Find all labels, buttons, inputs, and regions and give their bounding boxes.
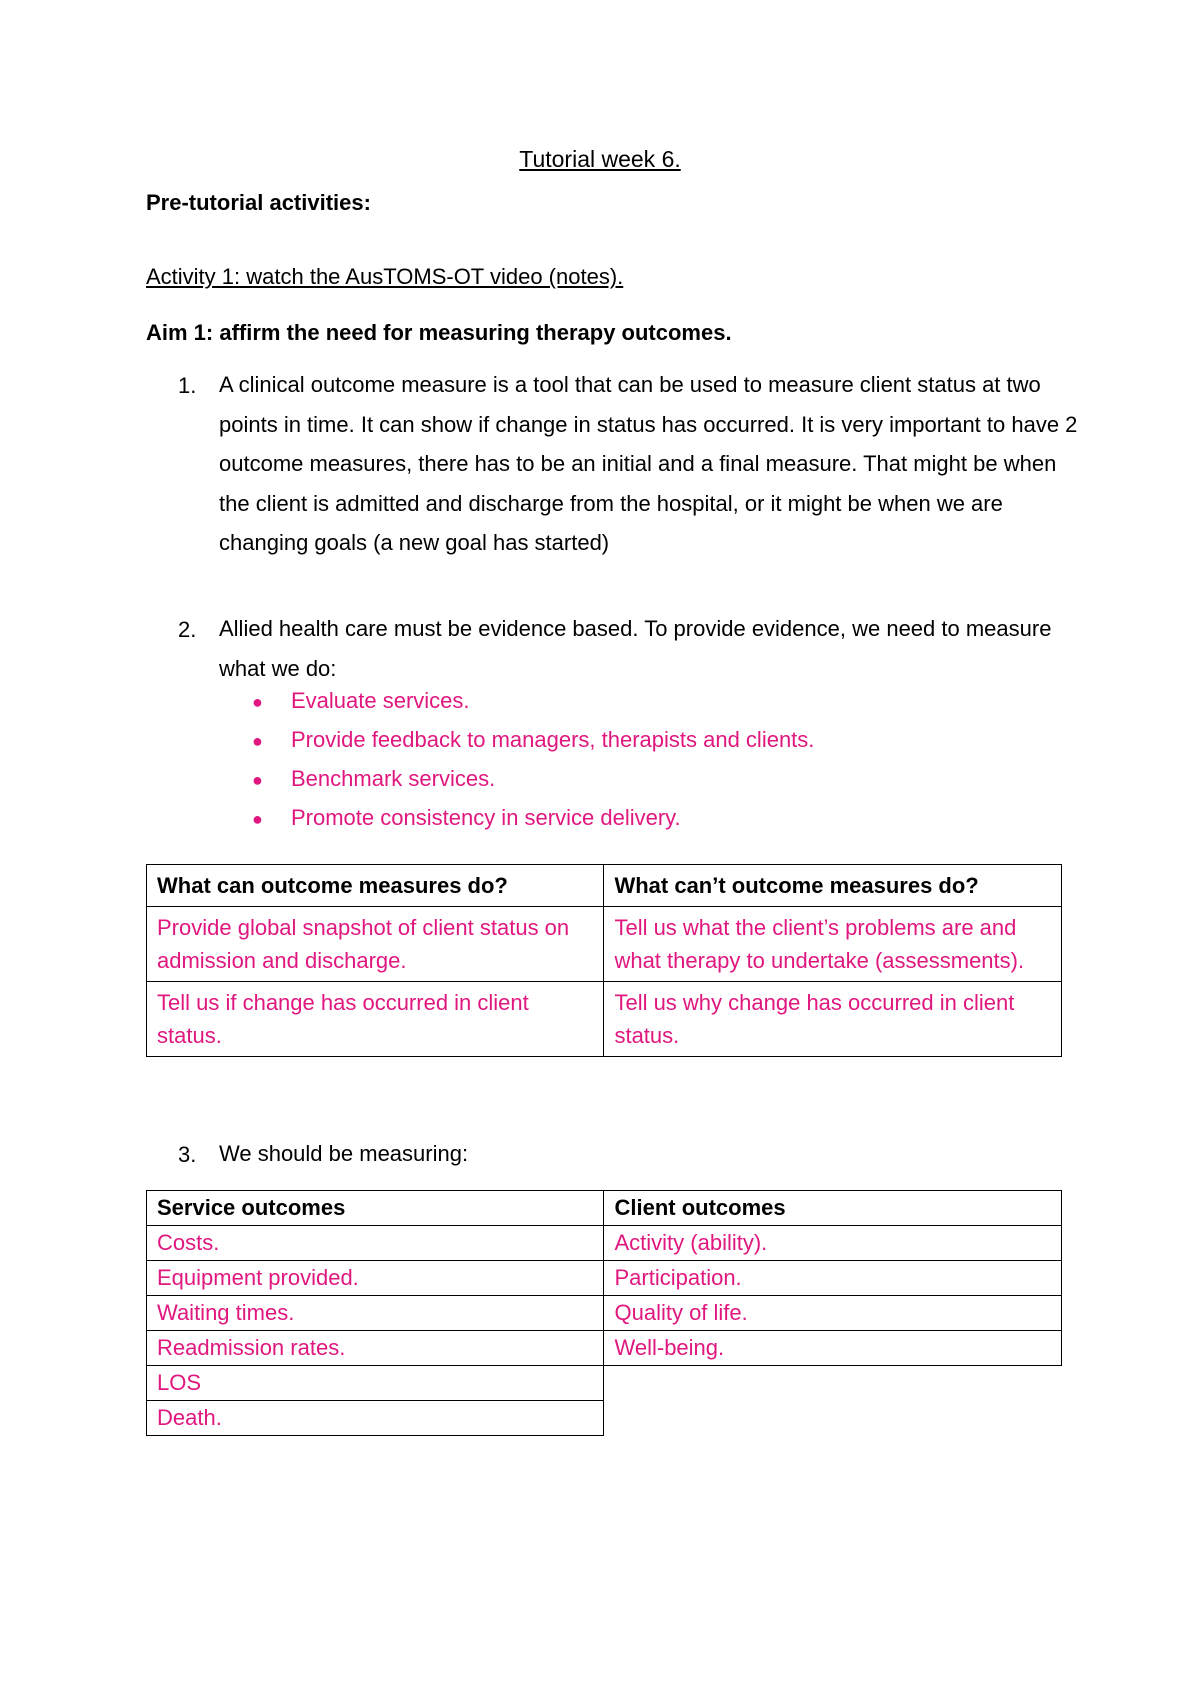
list-item-text: We should be measuring:	[219, 1141, 469, 1166]
table-cell: Tell us why change has occurred in client status.	[604, 982, 1062, 1057]
bullet-icon: ●	[252, 770, 263, 790]
table-header-can: What can outcome measures do?	[147, 865, 604, 907]
table-header-service: Service outcomes	[147, 1191, 604, 1226]
table-row	[147, 1261, 1062, 1296]
list-number: 2.	[178, 617, 197, 642]
bullet-icon: ●	[252, 809, 263, 829]
table-cell: Quality of life.	[604, 1296, 1062, 1331]
bullet-item	[0, 727, 1200, 766]
table-row	[147, 1401, 1062, 1436]
table-cell: Equipment provided.	[147, 1261, 604, 1296]
bullet-text: Evaluate services.	[291, 688, 470, 713]
bullet-item	[0, 766, 1200, 805]
table-header-client: Client outcomes	[604, 1191, 1062, 1226]
bullet-text: Benchmark services.	[291, 766, 496, 791]
table-row	[147, 907, 1062, 982]
table-row	[147, 1296, 1062, 1331]
list-number: 1.	[178, 373, 197, 398]
table-cell: Tell us if change has occurred in client status.	[147, 982, 604, 1057]
outcome-measures-table	[146, 864, 1062, 1057]
table-header-row	[147, 1191, 1062, 1226]
table-cell: Costs.	[147, 1226, 604, 1261]
bullet-icon: ●	[252, 731, 263, 751]
pre-tutorial-heading: Pre-tutorial activities:	[146, 190, 371, 215]
table-cell: Participation.	[604, 1261, 1062, 1296]
table-cell: Tell us what the client’s problems are and what therapy to undertake (assessments).	[604, 907, 1062, 982]
table-cell: Waiting times.	[147, 1296, 604, 1331]
bullet-item	[0, 805, 1200, 844]
bullet-icon: ●	[252, 692, 263, 712]
aim-heading: Aim 1: affirm the need for measuring therapy outcomes.	[146, 320, 732, 345]
bullet-text: Promote consistency in service delivery.	[291, 805, 681, 830]
list-item-text: Allied health care must be evidence based. To provide evidence, we need to measure what we do:	[219, 616, 1052, 681]
activity-heading: Activity 1: watch the AusTOMS-OT video (notes).	[146, 264, 624, 289]
bullet-text: Provide feedback to managers, therapists and clients.	[291, 727, 815, 752]
list-item-text: A clinical outcome measure is a tool that can be used to measure client status at two points in time. It can show if change in status has occurred. It is very important to have 2 outcome measures, there has to be an initial and a final measure. That might be when the client is admitted and discharge from the hospital, or it might be when we are changing goals (a new goal has started)	[219, 372, 1078, 555]
table-header-row	[147, 865, 1062, 907]
table-row	[147, 1366, 1062, 1401]
measuring-table	[146, 1190, 1062, 1436]
table-row	[147, 1226, 1062, 1261]
empty-cell	[604, 1401, 1062, 1436]
table-cell: Activity (ability).	[604, 1226, 1062, 1261]
empty-cell	[604, 1366, 1062, 1401]
table-cell: Well-being.	[604, 1331, 1062, 1366]
table-cell: Provide global snapshot of client status on admission and discharge.	[147, 907, 604, 982]
table-cell: Readmission rates.	[147, 1331, 604, 1366]
table-cell: Death.	[147, 1401, 604, 1436]
bullet-item	[0, 688, 1200, 727]
table-row	[147, 982, 1062, 1057]
table-row	[147, 1331, 1062, 1366]
table-cell: LOS	[147, 1366, 604, 1401]
table-header-cannot: What can’t outcome measures do?	[604, 865, 1062, 907]
page-title: Tutorial week 6.	[519, 146, 681, 172]
list-number: 3.	[178, 1142, 197, 1167]
